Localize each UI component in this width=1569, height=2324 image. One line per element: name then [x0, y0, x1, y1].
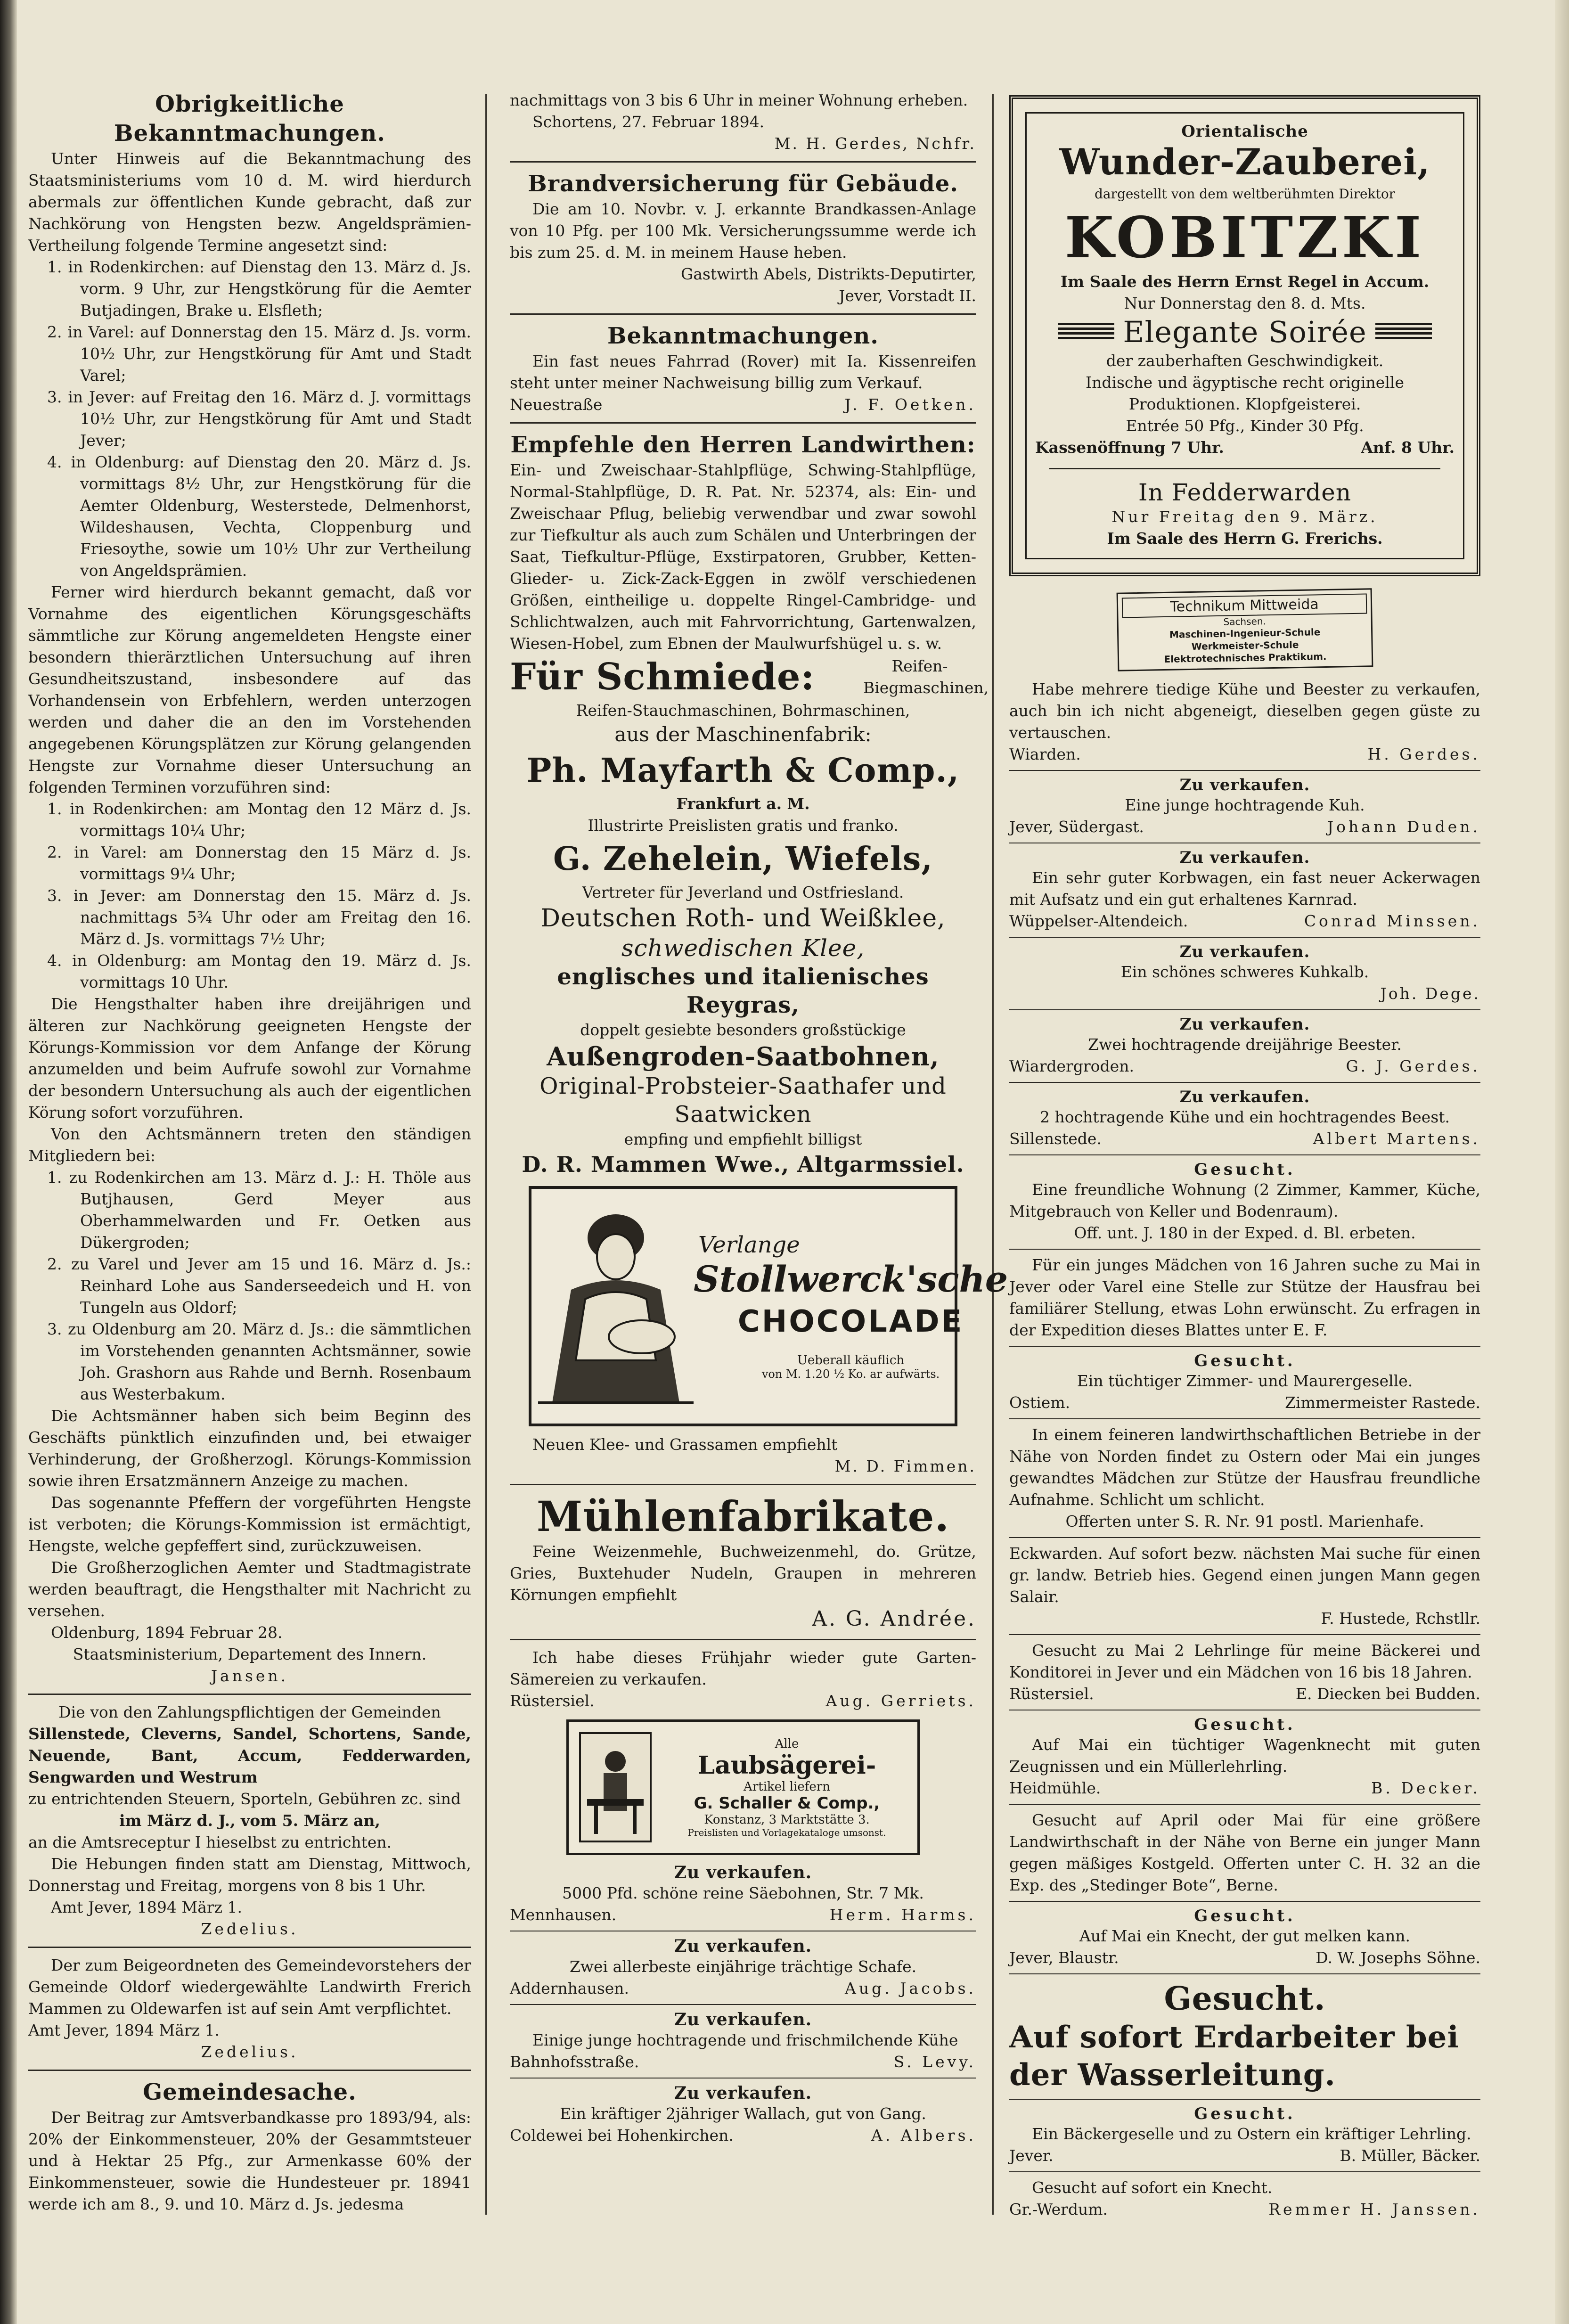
stollwerck-available: Ueberall käuflich [797, 1353, 905, 1367]
wanted-big-line: der Wasserleitung. [1009, 2057, 1336, 2093]
list-item: 1. zu Rodenkirchen am 13. März d. J.: H. Thöle aus Butjhausen, Gerd Meyer aus Oberhammelwarden und Fr. Oetken aus Dükergroden; [47, 1168, 471, 1252]
sale-text: 5000 Pfd. schöne reine Säebohnen, Str. 7 Mk. [562, 1884, 924, 1902]
notice-paragraph: Das sogenannte Pfeffern der vorgeführten Hengste ist verboten; die Körungs-Kommission ist ermächtigt, Hengste, welche gepfeffert sind, zurückzuweisen. [28, 1493, 471, 1555]
sale-heading: Zu verkaufen. [1179, 848, 1310, 867]
ad-paragraph: empfing und empfiehlt billigst [624, 1130, 862, 1148]
technikum-line: Maschinen-Ingenieur-Schule [1169, 626, 1321, 640]
signature-row [510, 1690, 976, 1712]
notice-date: Oldenburg, 1894 Februar 28. [51, 1623, 283, 1642]
start-time: Anf. 8 Uhr. [1361, 438, 1455, 457]
signature: Zimmermeister Rastede. [1285, 1393, 1480, 1412]
sale-heading: Zu verkaufen. [1179, 1088, 1310, 1106]
wanted-text: Eine freundliche Wohnung (2 Zimmer, Kammer, Küche, Mitgebrauch von Keller und Bodenraum). [1009, 1180, 1480, 1220]
wanted-text: Für ein junges Mädchen von 16 Jahren suche zu Mai in Jever oder Varel eine Stelle zur Stütze der Hausfrau bei familiärer Stellung, etwas Lohn erwünscht. Zu erfragen in der Expedition dieses Blattes unter E. F. [1009, 1256, 1480, 1339]
wanted-heading: Gesucht. [1194, 1715, 1296, 1734]
signature-row [1009, 910, 1480, 932]
wanted-offer: Off. unt. J. 180 in der Exped. d. Bl. erbeten. [1074, 1224, 1416, 1242]
signature: Herm. Harms. [829, 1906, 976, 1924]
municipal-matter-title: Gemeindesache. [143, 2079, 357, 2105]
sale-heading: Zu verkaufen. [674, 1863, 812, 1882]
fretsaw-firm: G. Schaller & Comp., [694, 1793, 880, 1813]
signature: Aug. Gerriets. [825, 1692, 976, 1710]
technikum-line: Werkmeister-Schule [1191, 639, 1299, 652]
signature-row [1009, 2145, 1480, 2167]
place-name: Ostiem. [1009, 1393, 1071, 1412]
place-name: Jever, Südergast. [1009, 818, 1144, 836]
notice-paragraph: Ein fast neues Fahrrad (Rover) mit Ia. Kissenreifen steht unter meiner Nachweisung billig zum Verkauf. [510, 352, 976, 392]
sale-text: 2 hochtragende Kühe und ein hochtragendes Beest. [1039, 1108, 1450, 1126]
divider [510, 2078, 976, 2079]
city-line: Frankfurt a. M. [676, 794, 810, 813]
wanted-heading: Gesucht. [1194, 1351, 1296, 1370]
divider [28, 1694, 471, 1695]
fedderwarden-title: In Fedderwarden [1138, 479, 1352, 506]
signature-row [510, 2051, 976, 2073]
signature-row [510, 1978, 976, 1999]
sale-text: Zwei hochtragende dreijährige Beester. [1088, 1035, 1402, 1054]
signature: E. Diecken bei Budden. [1295, 1685, 1480, 1703]
wanted-text: Ein tüchtiger Zimmer- und Maurergeselle. [1077, 1372, 1413, 1390]
beans-line: Außengroden-Saatbohnen, [547, 1041, 940, 1072]
place-name: Wiarden. [1009, 745, 1081, 763]
sale-heading: Zu verkaufen. [1179, 942, 1310, 961]
list-item: 3. zu Oldenburg am 20. März d. Js.: die sämmtlichen im Vorstehenden genannten Achtsmänner, sowie Joh. Grashorn aus Rahde und Bernh. Rosenbaum aus Westerbakum. [47, 1320, 471, 1403]
wanted-heading: Gesucht. [1194, 2104, 1296, 2123]
signature: H. Gerdes. [1367, 745, 1480, 763]
signature: A. Albers. [871, 2126, 976, 2144]
technikum-line: Elektrotechnisches Praktikum. [1164, 650, 1327, 665]
soiree-title: Elegante Soirée [1123, 315, 1367, 349]
divider [28, 2070, 471, 2071]
notice-paragraph: zu entrichtenden Steuern, Sporteln, Gebühren zc. sind [28, 1790, 461, 1808]
signature-row [1009, 744, 1480, 765]
technikum-title: Technikum Mittweida [1122, 593, 1367, 618]
municipalities-list: Sillenstede, Cleverns, Sandel, Schortens, Sande, Neuende, Bant, Accum, Fedderwarden, Sengwarden und Westrum [28, 1725, 471, 1786]
stollwerck-brand: Stollwerck'sche [694, 1258, 1008, 1300]
notice-paragraph: Die Achtsmänner haben sich beim Beginn des Geschäfts pünktlich einzufinden und, bei etwaiger Verhinderung, der Großherzogl. Körungs-Kommission sowie ihren Ersatzmännern Anzeige zu machen. [28, 1407, 471, 1490]
ad-paragraph: Habe mehrere tiedige Kühe und Beester zu verkaufen, auch bin ich nicht abgeneigt, dieselben gegen güste zu vertauschen. [1009, 680, 1480, 742]
sale-heading: Zu verkaufen. [1179, 776, 1310, 794]
wanted-text: Auf Mai ein Knecht, der gut melken kann. [1079, 1927, 1410, 1945]
date-line: Nur Donnerstag den 8. d. Mts. [1124, 294, 1366, 312]
smith-row [510, 655, 989, 700]
page-right-edge [1555, 0, 1569, 2324]
sale-text: Zwei allerbeste einjährige trächtige Schafe. [569, 1957, 917, 1976]
divider [28, 1947, 471, 1948]
divider [1009, 1418, 1480, 1419]
stollwerck-price: von M. 1.20 ½ Ko. ar aufwärts. [761, 1367, 940, 1381]
official-notices-title: Obrigkeitliche Bekanntmachungen. [114, 91, 385, 147]
divider [1009, 1634, 1480, 1635]
fretsaw-alle: Alle [775, 1736, 799, 1751]
signature: Zedelius. [201, 2043, 299, 2061]
place-name: Rüstersiel. [510, 1692, 595, 1710]
mill-products-title: Mühlenfabrikate. [536, 1492, 950, 1541]
signature-row [1009, 1947, 1480, 1969]
signature-row [1009, 1392, 1480, 1414]
magic-show-inner [1025, 112, 1464, 559]
fretsaw-ad [566, 1719, 920, 1855]
sale-text: Ein kräftiger 2jähriger Wallach, gut von Gang. [560, 2104, 926, 2123]
column-middle [510, 90, 1008, 2276]
sale-text: Ein sehr guter Korbwagen, ein fast neuer Ackerwagen mit Aufsatz und ein gut erhaltenes Karnrad. [1009, 868, 1480, 908]
place-name: Mennhausen. [510, 1906, 617, 1924]
stollwerck-text [694, 1232, 1008, 1381]
farmers-ad-title: Empfehle den Herren Landwirthen: [510, 432, 976, 458]
ad-paragraph: Vertreter für Jeverland und Ostfriesland. [582, 883, 904, 901]
signature: F. Hustede, Rchstllr. [1321, 1609, 1480, 1628]
place-name: Coldewei bei Hohenkirchen. [510, 2126, 734, 2144]
clover-line: schwedischen Klee, [621, 934, 865, 962]
place-name: Neuestraße [510, 395, 603, 414]
wanted-offer: Offerten unter S. R. Nr. 91 postl. Marienhafe. [1065, 1512, 1424, 1530]
fretsaw-title: Laubsägerei- [697, 1751, 876, 1780]
ad-paragraph: Feine Weizenmehle, Buchweizenmehl, do. Grütze, Gries, Buxtehuder Nudeln, Graupen in mehreren Körnungen empfiehlt [510, 1542, 976, 1604]
notice-date: Schortens, 27. Februar 1894. [532, 113, 765, 131]
divider [1009, 1154, 1480, 1155]
oriental-label: Orientalische [1181, 122, 1308, 141]
notice-paragraph: Der zum Beigeordneten des Gemeindevorstehers der Gemeinde Oldorf wiedergewählte Landwirth Frerich Mammen zu Oldewarfen ist auf sein Amt verpflichtet. [28, 1956, 471, 2018]
wanted-text: Ein Bäckergeselle und zu Ostern ein kräftiger Lehrling. [1032, 2125, 1471, 2143]
column-rule-1 [485, 94, 487, 2215]
divider [510, 422, 976, 424]
magic-show-ad [1009, 95, 1480, 576]
smith-side: Reifen-Biegmaschinen, [863, 657, 989, 697]
doors-time: Kassenöffnung 7 Uhr. [1035, 438, 1224, 457]
soiree-sub: der zauberhaften Geschwindigkeit. [1106, 352, 1384, 370]
zehelein-name: G. Zehelein, Wiefels, [553, 840, 933, 878]
notice-paragraph: Von den Achtsmännern treten den ständigen Mitgliedern bei: [28, 1125, 471, 1165]
oats-line: Original-Probsteier-Saathafer und [539, 1073, 947, 1099]
signature: B. Decker. [1371, 1779, 1480, 1797]
divider [1009, 1249, 1480, 1250]
kobitzki-name: KOBITZKI [1064, 205, 1425, 271]
wanted-big-heading: Gesucht. [1164, 1980, 1326, 2018]
list-item: 2. in Varel: auf Donnerstag den 15. März d. Js. vorm. 10½ Uhr, zur Hengstkörung für Amt und Stadt Varel; [47, 323, 471, 385]
place-name: Jever. [1009, 2146, 1054, 2165]
notice-paragraph: Der Beitrag zur Amtsverbandkasse pro 1893/94, als: 20% der Einkommensteuer, 20% der Gesammtsteuer und à Hektar 25 Pfg., zur Armenkasse 60% der Einkommensteuer, sowie die Hundesteuer pr. 18941 werde ich am 8., 9. und 10. März d. Js. jedesma [28, 2108, 471, 2213]
column-rule-2 [992, 94, 994, 2215]
column-right [1009, 90, 1480, 2276]
divider [1009, 1346, 1480, 1347]
sale-heading: Zu verkaufen. [1179, 1015, 1310, 1034]
mayfarth-name: Ph. Mayfarth & Comp., [526, 751, 960, 790]
technikum-sub: Sachsen. [1223, 615, 1267, 628]
list-item: 3. in Jever: auf Freitag den 16. März d. J. vormittags 10½ Uhr, zur Hengstkörung für Amt und Stadt Jever; [47, 388, 471, 450]
notice-paragraph: Die Hengsthalter haben ihre dreijährigen und älteren zur Nachkörung geeigneten Hengste der Körungs-Kommission vor dem Anfange der Körung anzumelden und beim Aufrufe sowohl zur Vornahme der besondern Untersuchung als auch der eigentlichen Körung sofort vorzuführen. [28, 995, 471, 1121]
stollwerck-verlange: Verlange [698, 1232, 800, 1258]
soiree-row [1035, 314, 1455, 350]
divider [510, 1639, 976, 1640]
wanted-text: Gesucht auf sofort ein Knecht. [1032, 2178, 1273, 2197]
factory-line: aus der Maschinenfabrik: [614, 723, 872, 746]
divider [1049, 468, 1440, 469]
clover-line: Deutschen Roth- und Weißklee, [540, 904, 946, 933]
signature-row [1009, 816, 1480, 838]
signature: Jever, Vorstadt II. [839, 286, 976, 305]
page-binding-edge [0, 0, 17, 2324]
hall-line: Im Saale des Herrn Ernst Regel in Accum. [1060, 272, 1430, 291]
signature: Joh. Dege. [1380, 984, 1480, 1003]
signature-row [510, 394, 976, 416]
notice-paragraph: Die Großherzoglichen Aemter und Stadtmagistrate werden beauftragt, die Hengsthalter mit Nachricht zu versehen. [28, 1558, 471, 1620]
notice-paragraph: Die am 10. Novbr. v. J. erkannte Brandkassen-Anlage von 10 Pfg. per 100 Mk. Versicherungssumme werde ich bis zum 25. d. M. in meinem Hause heben. [510, 200, 976, 262]
divider [1009, 1009, 1480, 1010]
sale-heading: Zu verkaufen. [674, 2083, 812, 2103]
divider [510, 313, 976, 315]
stollwerck-chocolade: CHOCOLADE [737, 1304, 964, 1339]
sale-heading: Zu verkaufen. [674, 2010, 812, 2029]
notice-paragraph: an die Amtsreceptur I hieselbst zu entrichten. [28, 1833, 392, 1851]
place-name: Jever, Blaustr. [1009, 1948, 1119, 1967]
notice-paragraph: nachmittags von 3 bis 6 Uhr in meiner Wohnung erheben. [510, 91, 968, 109]
divider [1009, 1901, 1480, 1902]
sale-text: Eine junge hochtragende Kuh. [1125, 796, 1365, 814]
signature: Jansen. [211, 1667, 289, 1685]
ministry-line: Staatsministerium, Departement des Innern. [73, 1645, 427, 1663]
place-name: Gr.-Werdum. [1009, 2200, 1108, 2218]
wanted-text: Auf Mai ein tüchtiger Wagenknecht mit guten Zeugnissen und ein Müllerlehrling. [1009, 1735, 1480, 1776]
signature-row [1009, 2199, 1480, 2220]
signature: A. G. Andrée. [812, 1607, 976, 1631]
list-item: 4. in Oldenburg: am Montag den 19. März d. Js. vormittags 10 Uhr. [47, 951, 471, 991]
divider [1009, 2171, 1480, 2172]
ad-paragraph: Illustrirte Preislisten gratis und franko. [588, 816, 899, 835]
notice-paragraph: Unter Hinweis auf die Bekanntmachung des Staatsministeriums vom 10 d. M. wird hierdurch abermals zur öffentlichen Kunde gebracht, daß zur Nachkörung von Hengsten bezw. Angeldsprämien-Vertheilung folgende Termine angesetzt sind: [28, 149, 471, 254]
hall-line: Im Saale des Herrn G. Frerichs. [1107, 529, 1383, 548]
divider [510, 1484, 976, 1485]
smith-heading: Für Schmiede: [510, 655, 815, 698]
clover-line: englisches und italienisches Reygras, [557, 964, 929, 1018]
ad-paragraph: doppelt gesiebte besonders großstückige [580, 1021, 906, 1039]
divider [1009, 770, 1480, 771]
notice-paragraph: Die von den Zahlungspflichtigen der Gemeinden [58, 1703, 441, 1721]
place-name: Wüppelser-Altendeich. [1009, 912, 1188, 930]
place-name: Wiardergroden. [1009, 1057, 1134, 1075]
stollwerck-ad [529, 1186, 1008, 1426]
list-item: 1. in Rodenkirchen: auf Dienstag den 13. März d. Js. vorm. 9 Uhr, zur Hengstkörung für die Aemter Butjadingen, Brake u. Elsfleth; [47, 258, 471, 319]
signature-row [510, 1904, 976, 1926]
ad-paragraph: Reifen-Stauchmaschinen, Bohrmaschinen, [576, 701, 910, 720]
productions-line: Indische und ägyptische recht originelle Produktionen. Klopfgeisterei. [1086, 373, 1404, 413]
list-item: 4. in Oldenburg: auf Dienstag den 20. März d. Js. vormittags 8½ Uhr, zur Hengstkörung für die Aemter Oldenburg, Westerstede, Delmenhorst, Wildeshausen, Vechta, Cloppenburg und Friesoythe, sowie um 10½ Uhr zur Vertheilung von Angeldsprämien. [47, 453, 471, 580]
notice-paragraph: im März d. J., vom 5. März an, [119, 1811, 380, 1830]
wanted-text: Gesucht auf April oder Mai für eine größere Landwirthschaft in der Nähe von Berne ein junger Mann gegen mäßiges Kostgeld. Offerten unter C. H. 32 an die Exp. des „Stedinger Bote“, Berne. [1009, 1811, 1480, 1894]
signature-row [1009, 1777, 1480, 1799]
divider [510, 161, 976, 163]
signature: J. F. Oetken. [844, 395, 976, 414]
signature-row [510, 2125, 976, 2146]
wanted-text: In einem feineren landwirthschaftlichen Betriebe in der Nähe von Norden findet zu Ostern oder Mai ein junges gewandtes Mädchen zur Stütze der Hausfrau freundliche Aufnahme. Schlicht um schlicht. [1009, 1425, 1480, 1509]
woman-illustration [538, 1205, 694, 1407]
signature: Zedelius. [201, 1920, 299, 1938]
notice-paragraph: Ferner wird hierdurch bekannt gemacht, daß vor Vornahme des eigentlichen Körungsgeschäfts sämmtliche zur Körung angemeldeten Hengste einer besondern thierärztlichen Untersuchung auf ihren Gesundheitszustand, insbesondere auf das Vorhandensein von Erbfehlern, werden unterzogen werden und daher die an den im Vorstehenden angegebenen Körungsplätzen zur Körung gelangenden Hengste zur Vornahme dieser Untersuchung an folgenden Terminen vorzuführen sind: [28, 583, 471, 796]
signature: Conrad Minssen. [1304, 912, 1480, 930]
signature: S. Levy. [893, 2053, 976, 2071]
signature-row [1009, 1056, 1480, 1077]
notice-date: Amt Jever, 1894 März 1. [28, 2021, 220, 2039]
wanted-heading: Gesucht. [1194, 1160, 1296, 1179]
magic-title: Wunder-Zauberei, [1059, 141, 1430, 183]
place-name: Rüstersiel. [1009, 1685, 1094, 1703]
fretsaw-art: Artikel liefern [744, 1779, 830, 1794]
signature: D. W. Josephs Söhne. [1316, 1948, 1480, 1967]
signature: Aug. Jacobs. [845, 1979, 976, 1997]
list-item: 2. zu Varel und Jever am 15 und 16. März d. Js.: Reinhard Lohe aus Sanderseedeich und H. von Tungeln aus Oldorf; [47, 1255, 471, 1317]
divider [1009, 1804, 1480, 1805]
signature: G. J. Gerdes. [1346, 1057, 1480, 1075]
list-item: 2. in Varel: am Donnerstag den 15 März d. Js. vormittags 9¼ Uhr; [47, 843, 471, 883]
signature-row [1009, 1128, 1480, 1150]
sale-text: Einige junge hochtragende und frischmilchende Kühe [532, 2031, 958, 2049]
sale-heading: Zu verkaufen. [674, 1936, 812, 1956]
notice-paragraph: Die Hebungen finden statt am Dienstag, Mittwoch, Donnerstag und Freitag, morgens von 8 bis 1 Uhr. [28, 1855, 471, 1895]
decorative-bars [1375, 323, 1432, 342]
divider [1009, 2099, 1480, 2100]
mammen-name: D. R. Mammen Wwe., Altgarmssiel. [522, 1152, 964, 1177]
worker-illustration [575, 1728, 655, 1846]
list-item: 3. in Jever: am Donnerstag den 15. März d. Js. nachmittags 5¾ Uhr oder am Freitag den 16. März d. Js. vormittags 7½ Uhr; [47, 886, 471, 948]
divider [1009, 1537, 1480, 1538]
divider [1009, 937, 1480, 938]
signature: Remmer H. Janssen. [1268, 2200, 1480, 2218]
fretsaw-text [663, 1737, 911, 1838]
signature: Albert Martens. [1313, 1129, 1480, 1148]
place-name: Sillenstede. [1009, 1129, 1102, 1148]
vetch-line: Saatwicken [674, 1101, 812, 1128]
wanted-text: Eckwarden. Auf sofort bezw. nächsten Mai suche für einen gr. landw. Betrieb hies. Gegend einen jungen Mann gegen Salair. [1009, 1544, 1480, 1606]
signature: M. H. Gerdes, Nchfr. [774, 134, 976, 153]
place-name: Addernhausen. [510, 1979, 629, 1997]
signature: Gastwirth Abels, Distrikts-Deputirter, [680, 265, 976, 283]
fretsaw-address: Konstanz, 3 Marktstätte 3. [704, 1812, 870, 1827]
signature-row [1009, 1683, 1480, 1705]
times-row [1035, 437, 1455, 458]
entry-price: Entrée 50 Pfg., Kinder 30 Pfg. [1126, 417, 1364, 435]
notice-date: Amt Jever, 1894 März 1. [51, 1898, 243, 1916]
signature: M. D. Fimmen. [834, 1457, 976, 1475]
decorative-bars [1058, 323, 1114, 342]
divider [510, 2004, 976, 2005]
divider [1009, 1973, 1480, 1974]
magic-by: dargestellt von dem weltberühmten Direktor [1094, 186, 1396, 202]
signature: Johann Duden. [1327, 818, 1480, 836]
fire-insurance-title: Brandversicherung für Gebäude. [528, 171, 958, 197]
ad-paragraph: Ein- und Zweischaar-Stahlpflüge, Schwing-Stahlpflüge, Normal-Stahlpflüge, D. R. Pat. Nr. 52374, als: Ein- und Zweischaar Pflug, beliebig verwendbar und zwar sowohl zur Tiefkultur als auch zum Schälen und Unterbringen der Saat, Tiefkultur-Pflüge, Exstirpatoren, Grubber, Ketten-Glieder- u. Zick-Zack-Eggen in zwölf verschiedenen Größen, eintheilige u. doppelte Ringel-Cambridge- und Schlichtwalzen, auch mit Fahrvorrichtung, Gartenwalzen, Wiesen-Hobel, zum Ebnen der Maulwurfshügel u. s. w. [510, 461, 976, 653]
technikum-ad [1117, 588, 1373, 671]
date-line: Nur Freitag den 9. März. [1111, 507, 1378, 526]
announcements-title: Bekanntmachungen. [607, 323, 879, 349]
fretsaw-catalog: Preislisten und Vorlagekataloge umsonst. [687, 1826, 886, 1838]
ad-paragraph: Neuen Klee- und Grassamen empfiehlt [532, 1435, 838, 1454]
place-name: Heidmühle. [1009, 1779, 1101, 1797]
wanted-text: Gesucht zu Mai 2 Lehrlinge für meine Bäckerei und Konditorei in Jever und ein Mädchen von 16 bis 18 Jahren. [1009, 1641, 1480, 1681]
column-left [28, 90, 471, 2276]
divider [1009, 1082, 1480, 1083]
sale-text: Ein schönes schweres Kuhkalb. [1120, 963, 1369, 981]
wanted-heading: Gesucht. [1194, 1907, 1296, 1925]
ad-paragraph: Ich habe dieses Frühjahr wieder gute Garten-Sämereien zu verkaufen. [510, 1648, 976, 1688]
wanted-big-line: Auf sofort Erdarbeiter bei [1009, 2020, 1459, 2055]
signature: B. Müller, Bäcker. [1340, 2146, 1480, 2165]
list-item: 1. in Rodenkirchen: am Montag den 12 März d. Js. vormittags 10¼ Uhr; [47, 800, 471, 840]
place-name: Bahnhofsstraße. [510, 2053, 639, 2071]
